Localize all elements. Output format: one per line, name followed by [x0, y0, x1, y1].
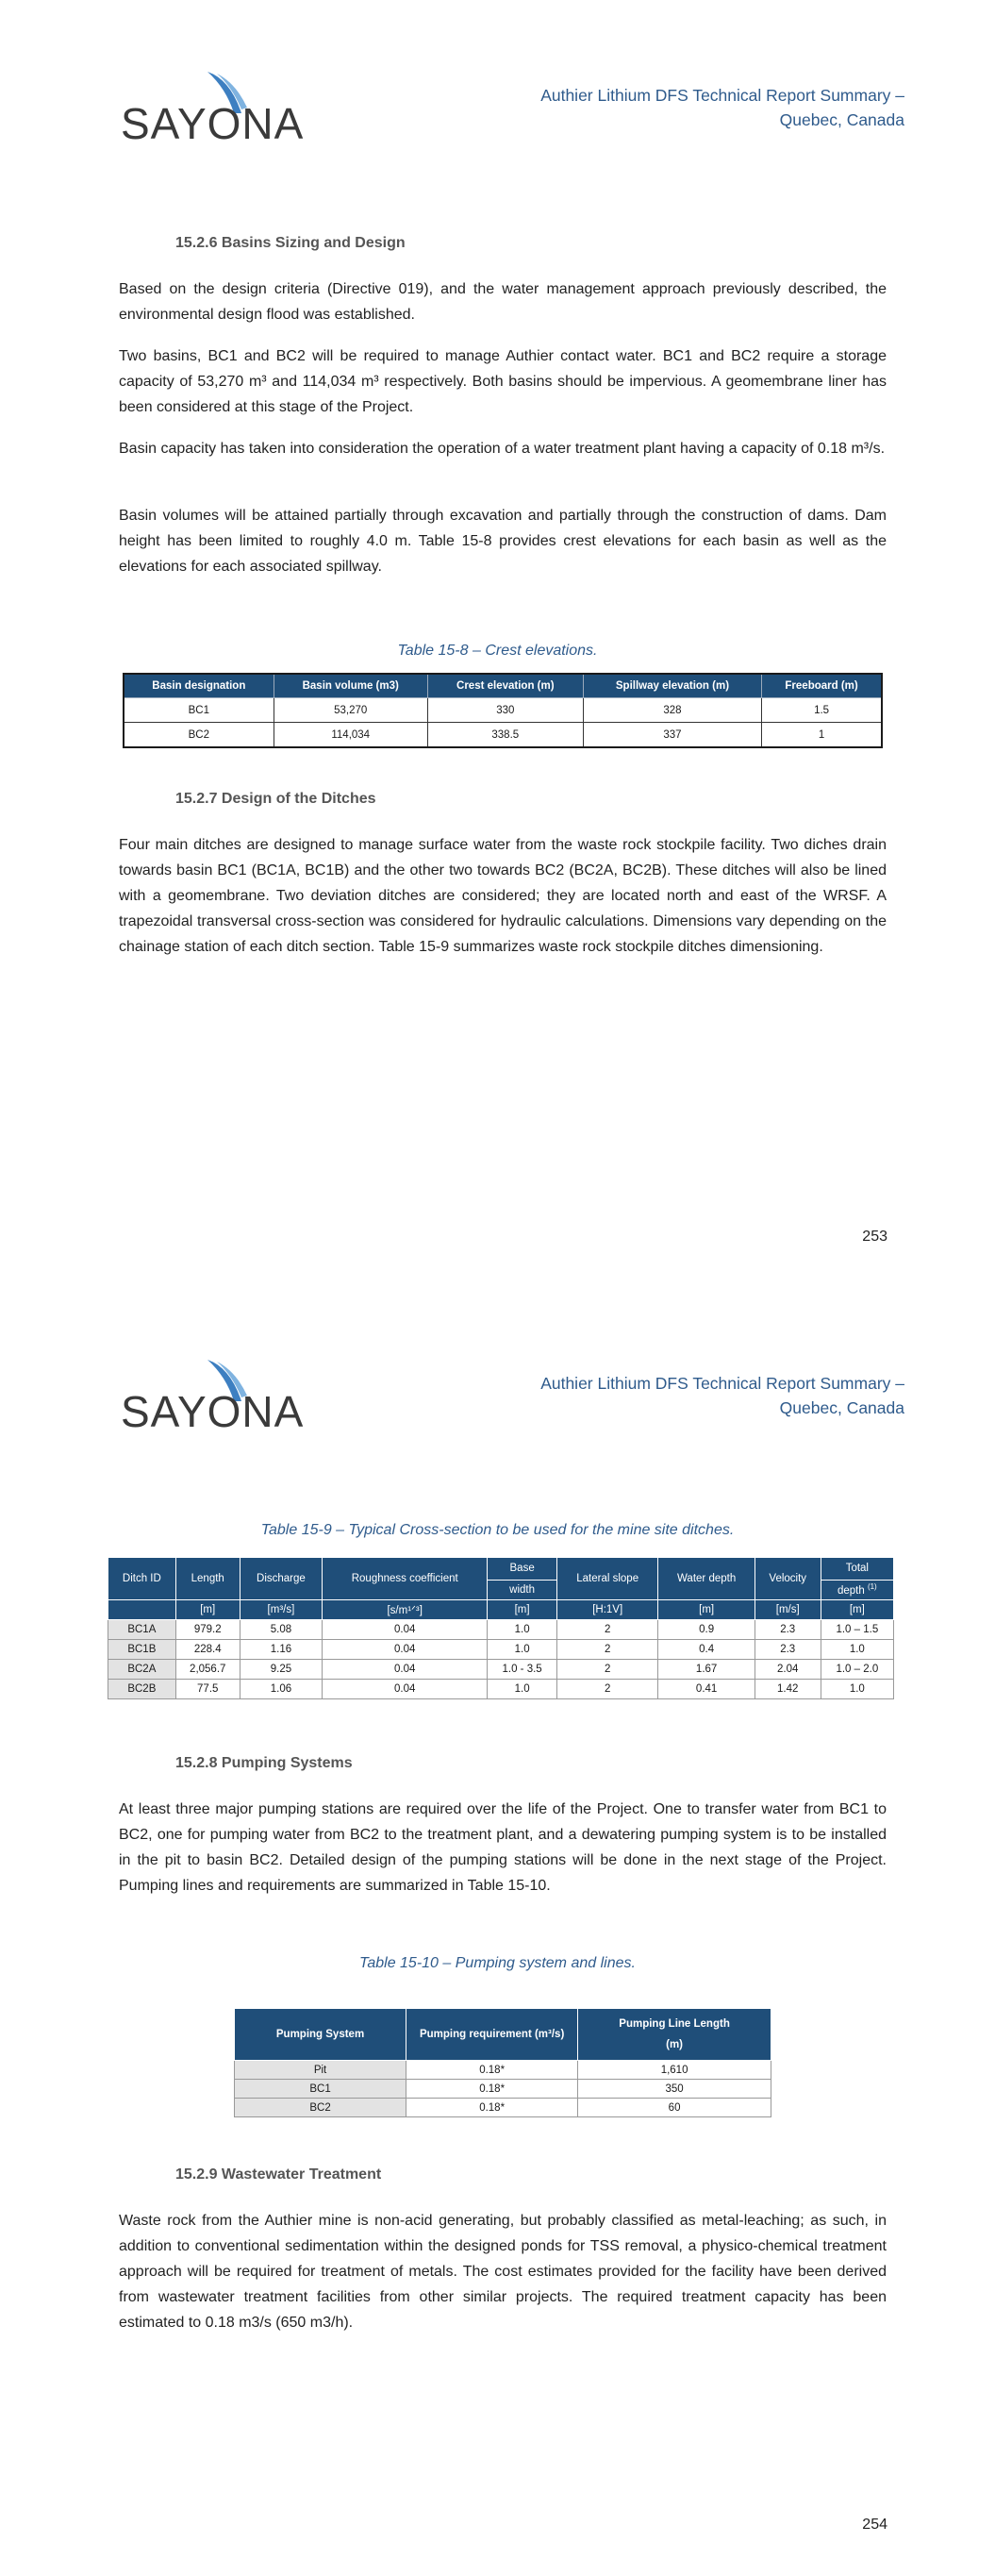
cell: 1.0 — [488, 1680, 557, 1699]
ditch-cross-section-table — [108, 1557, 894, 1699]
cell: Pit — [235, 2061, 406, 2080]
cell: 1,610 — [578, 2061, 771, 2080]
cell: 337 — [583, 723, 761, 748]
table-row — [124, 698, 882, 723]
cell: 9.25 — [240, 1660, 322, 1680]
col-crest-elevation: Crest elevation (m) — [427, 674, 583, 698]
cell: 77.5 — [175, 1680, 240, 1699]
cell: 2.3 — [755, 1640, 821, 1660]
page-number: 253 — [862, 1229, 887, 1245]
logo-text: SAYONA — [121, 99, 305, 148]
col-basin-volume: Basin volume (m3) — [274, 674, 427, 698]
cell: 1.67 — [658, 1660, 755, 1680]
table-row — [108, 1660, 894, 1680]
line-length-label: Pumping Line Length — [619, 2018, 730, 2030]
cell: 114,034 — [274, 723, 427, 748]
cell: 2 — [556, 1620, 658, 1640]
table-header-row — [108, 1558, 894, 1581]
cell: BC2 — [124, 723, 274, 748]
footnote-marker: (1) — [867, 1582, 877, 1592]
pumping-system-table — [234, 2008, 771, 2117]
unit-cell: [m] — [658, 1600, 755, 1620]
report-title-line1: Authier Lithium DFS Technical Report Summary – — [540, 86, 904, 105]
cell: 350 — [578, 2080, 771, 2099]
table-row — [108, 1620, 894, 1640]
total-depth-label: depth — [837, 1585, 865, 1597]
table-row — [235, 2099, 771, 2117]
table-row — [124, 723, 882, 748]
logo-text: SAYONA — [121, 1387, 305, 1436]
cell: 0.18* — [406, 2099, 578, 2117]
report-title-line2: Quebec, Canada — [779, 1398, 904, 1417]
basins-paragraph-4: Basin volumes will be attained partially through excavation and partially through the construction of dams. Dam height has been limited to roughly 4.0 m. Table 15-8 provides crest elevations for each basin as well as the elevations for each associated spillway. — [119, 508, 887, 575]
cell: BC1 — [124, 698, 274, 723]
table-header-row — [235, 2009, 771, 2061]
table-row — [235, 2061, 771, 2080]
col-ditch-id: Ditch ID — [108, 1558, 176, 1600]
cell: 1.0 — [488, 1620, 557, 1640]
page-254 — [0, 1288, 995, 2576]
cell: 2.3 — [755, 1620, 821, 1640]
col-pumping-system: Pumping System — [235, 2009, 406, 2061]
cell: 0.04 — [323, 1620, 488, 1640]
col-total-depth — [821, 1580, 893, 1599]
cell: 1.5 — [762, 698, 882, 723]
page-number: 254 — [862, 2517, 887, 2533]
cell: 2.04 — [755, 1660, 821, 1680]
report-title-line1: Authier Lithium DFS Technical Report Summary – — [540, 1374, 904, 1393]
col-length: Length — [175, 1558, 240, 1600]
cell: 0.18* — [406, 2061, 578, 2080]
table-15-8-caption: Table 15-8 – Crest elevations. — [397, 643, 598, 659]
cell: BC1 — [235, 2080, 406, 2099]
table-row — [108, 1640, 894, 1660]
col-water-depth: Water depth — [658, 1558, 755, 1600]
cell: BC2A — [108, 1660, 176, 1680]
basins-paragraph-1: Based on the design criteria (Directive 019), and the water management approach previously described, the environmental design flood was established. — [119, 281, 887, 323]
section-title-pumping: 15.2.8 Pumping Systems — [175, 1755, 353, 1771]
cell: 1 — [762, 723, 882, 748]
cell: 1.06 — [240, 1680, 322, 1699]
cell: 0.9 — [658, 1620, 755, 1640]
section-title-ditches: 15.2.7 Design of the Ditches — [175, 791, 376, 807]
col-velocity: Velocity — [755, 1558, 821, 1600]
cell: BC2 — [235, 2099, 406, 2117]
cell: 328 — [583, 698, 761, 723]
unit-spacer — [108, 1600, 176, 1620]
report-header — [540, 83, 904, 132]
cell: 0.04 — [323, 1660, 488, 1680]
basins-paragraph-2: Two basins, BC1 and BC2 will be required to manage Authier contact water. BC1 and BC2 require a storage capacity of 53,270 m³ and 114,034 m³ respectively. Both basins should be impervious. A geomembrane liner has been considered at this stage of the Project. — [119, 348, 887, 415]
unit-cell: [H:1V] — [556, 1600, 658, 1620]
cell: 1.16 — [240, 1640, 322, 1660]
cell: BC1B — [108, 1640, 176, 1660]
cell: 2,056.7 — [175, 1660, 240, 1680]
cell: 0.04 — [323, 1640, 488, 1660]
cell: 0.41 — [658, 1680, 755, 1699]
cell: 228.4 — [175, 1640, 240, 1660]
cell: 1.42 — [755, 1680, 821, 1699]
table-15-9-caption: Table 15-9 – Typical Cross-section to be used for the mine site ditches. — [260, 1522, 735, 1538]
cell: 2 — [556, 1660, 658, 1680]
basins-paragraph-3: Basin capacity has taken into consideration the operation of a water treatment plant having a capacity of 0.18 m³/s. — [119, 441, 886, 457]
cell: BC2B — [108, 1680, 176, 1699]
unit-cell: [m] — [175, 1600, 240, 1620]
cell: 0.18* — [406, 2080, 578, 2099]
col-base: Base — [488, 1558, 557, 1581]
cell: 1.0 – 1.5 — [821, 1620, 893, 1640]
cell: 0.04 — [323, 1680, 488, 1699]
report-title-line2: Quebec, Canada — [779, 110, 904, 129]
units-row — [108, 1600, 894, 1620]
crest-elevations-table — [123, 673, 883, 748]
col-total: Total — [821, 1558, 893, 1581]
section-title-basins: 15.2.6 Basins Sizing and Design — [175, 235, 406, 251]
col-pumping-requirement: Pumping requirement (m³/s) — [406, 2009, 578, 2061]
wastewater-paragraph: Waste rock from the Authier mine is non-acid generating, but probably classified as metal-leaching; as such, in addition to conventional sedimentation within the designed ponds for TSS removal, a physico-chemical treatment approach will be required for treatment of metals. The cost estimates provided for the facility have been derived from wastewater treatment facilities from other similar projects. The required treatment capacity has been estimated to 0.18 m3/s (650 m3/h). — [119, 2213, 887, 2331]
col-base-width: width — [488, 1580, 557, 1599]
report-header — [540, 1371, 904, 1420]
col-discharge: Discharge — [240, 1558, 322, 1600]
table-row — [108, 1680, 894, 1699]
cell: 5.08 — [240, 1620, 322, 1640]
section-title-wastewater: 15.2.9 Wastewater Treatment — [175, 2166, 382, 2183]
cell: 338.5 — [427, 723, 583, 748]
cell: 1.0 — [821, 1680, 893, 1699]
col-spillway-elevation: Spillway elevation (m) — [583, 674, 761, 698]
unit-cell: [s/m¹ᐟ³] — [323, 1600, 488, 1620]
cell: 53,270 — [274, 698, 427, 723]
cell: 0.4 — [658, 1640, 755, 1660]
table-header-row — [124, 674, 882, 698]
col-basin-designation: Basin designation — [124, 674, 274, 698]
sayona-logo — [121, 1354, 305, 1439]
unit-cell: [m] — [488, 1600, 557, 1620]
cell: 2 — [556, 1640, 658, 1660]
unit-cell: [m] — [821, 1600, 893, 1620]
cell: 1.0 — [821, 1640, 893, 1660]
cell: 60 — [578, 2099, 771, 2117]
pumping-paragraph: At least three major pumping stations are required over the life of the Project. One to transfer water from BC1 to BC2, one for pumping water from BC2 to the treatment plant, and a dewatering pumping system is to be installed in the pit to basin BC2. Detailed design of the pumping stations will be done in the next stage of the Project. Pumping lines and requirements are summarized in Table 15-10. — [119, 1801, 887, 1894]
cell: 979.2 — [175, 1620, 240, 1640]
cell: BC1A — [108, 1620, 176, 1640]
cell: 1.0 – 2.0 — [821, 1660, 893, 1680]
table-15-10-caption: Table 15-10 – Pumping system and lines. — [359, 1955, 636, 1971]
unit-cell: [m³/s] — [240, 1600, 322, 1620]
cell: 2 — [556, 1680, 658, 1699]
unit-cell: [m/s] — [755, 1600, 821, 1620]
col-freeboard: Freeboard (m) — [762, 674, 882, 698]
col-lateral-slope: Lateral slope — [556, 1558, 658, 1600]
table-row — [235, 2080, 771, 2099]
cell: 330 — [427, 698, 583, 723]
sayona-logo — [121, 66, 305, 151]
line-length-unit: (m) — [666, 2039, 684, 2050]
col-pumping-line-length — [578, 2009, 771, 2061]
col-roughness: Roughness coefficient — [323, 1558, 488, 1600]
ditches-paragraph: Four main ditches are designed to manage surface water from the waste rock stockpile facility. Two diches drain towards basin BC1 (BC1A, BC1B) and the other two towards BC2 (BC2A, BC2B). These ditches will also be lined with a geomembrane. Two deviation ditches are considered; they are located north and east of the WRSF. A trapezoidal transversal cross-section was considered for hydraulic calculations. Dimensions vary depending on the chainage station of each ditch section. Table 15-9 summarizes waste rock stockpile ditches dimensioning. — [119, 837, 887, 955]
cell: 1.0 — [488, 1640, 557, 1660]
cell: 1.0 - 3.5 — [488, 1660, 557, 1680]
